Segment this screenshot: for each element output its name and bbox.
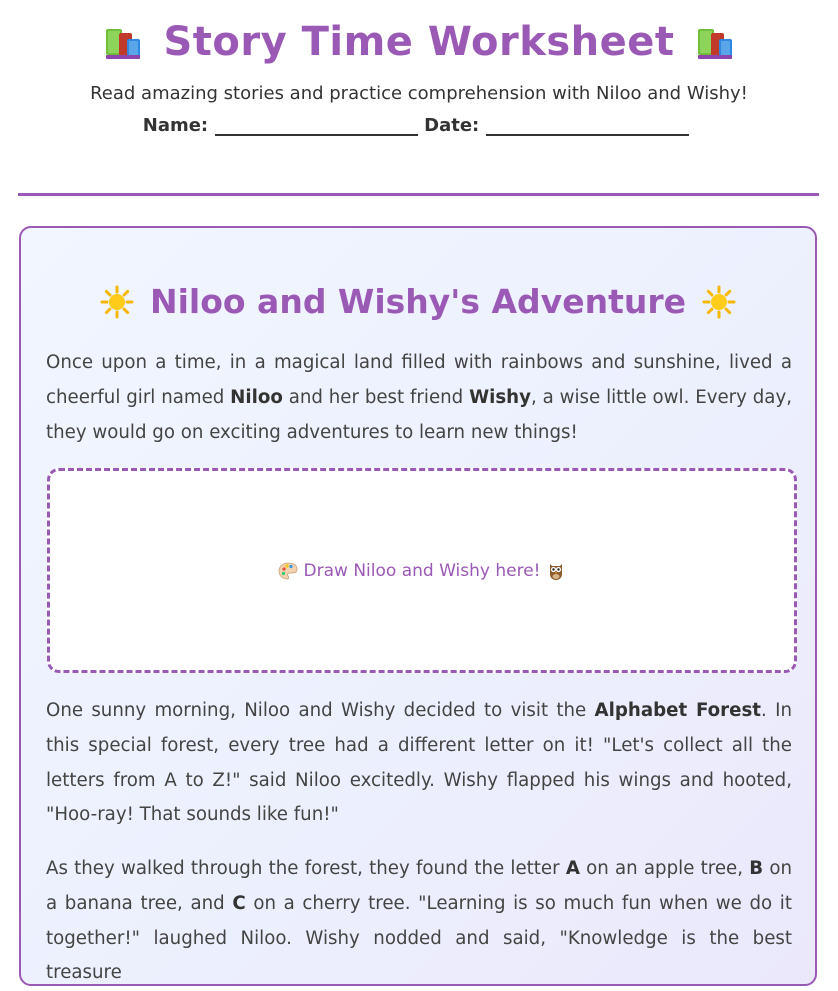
worksheet-header	[0, 19, 838, 136]
books-icon	[695, 24, 735, 64]
p1-text-b: and her best friend	[282, 386, 470, 408]
date-field[interactable]	[486, 116, 689, 136]
p3-text-b: on an apple tree,	[579, 858, 750, 879]
story-paragraph-2	[46, 694, 792, 833]
page-title: Story Time Worksheet	[163, 19, 675, 65]
p3-text-a: As they walked through the forest, they found the letter	[46, 858, 566, 879]
p3-letter-c: C	[232, 892, 246, 914]
story-paragraph-1	[46, 346, 792, 450]
p3-letter-b: B	[749, 858, 764, 879]
p2-text-a: One sunny morning, Niloo and Wishy decided to visit the	[46, 700, 595, 721]
p1-text-c: , a wise little owl. Every day, they would go on exciting adventures to learn new things!	[46, 386, 792, 443]
palette-icon	[278, 561, 298, 581]
owl-icon	[546, 561, 566, 581]
p2-alphabet-forest: Alphabet Forest	[594, 700, 762, 721]
name-label: Name:	[142, 115, 209, 136]
p2-text-b: . In this special forest, every tree had a different letter on it! "Let's collect all the letters from A to Z!" said Niloo excitedly. Wishy flapped his wings and hooted, "Hoo-ray! That sounds like fun!"	[46, 700, 792, 826]
date-label: Date:	[424, 115, 480, 136]
header-divider	[18, 193, 819, 196]
p1-niloo: Niloo	[230, 386, 283, 408]
books-icon	[103, 24, 143, 64]
p3-text-c: on a banana tree, and	[46, 858, 792, 914]
p3-letter-a: A	[565, 858, 580, 879]
sun-icon	[702, 285, 736, 319]
p1-text-a: Once upon a time, in a magical land filled with rainbows and sunshine, lived a cheerful girl named	[46, 352, 792, 408]
p3-text-d: on a cherry tree. "Learning is so much fun when we do it together!" laughed Niloo. Wishy nodded and said, "Knowledge is the best treasure	[46, 892, 792, 984]
name-date-row	[0, 115, 838, 136]
sun-icon	[100, 285, 134, 319]
story-title: Niloo and Wishy's Adventure	[149, 282, 686, 321]
p1-wishy: Wishy	[469, 386, 531, 408]
drawing-area[interactable]	[47, 468, 797, 673]
story-card	[19, 226, 817, 986]
story-title-row	[21, 282, 815, 321]
title-row	[0, 19, 838, 69]
drawing-prompt: Draw Niloo and Wishy here!	[303, 560, 541, 581]
story-paragraph-3	[46, 852, 792, 991]
page-subtitle: Read amazing stories and practice comprehension with Niloo and Wishy!	[90, 83, 748, 104]
name-field[interactable]	[215, 116, 418, 136]
